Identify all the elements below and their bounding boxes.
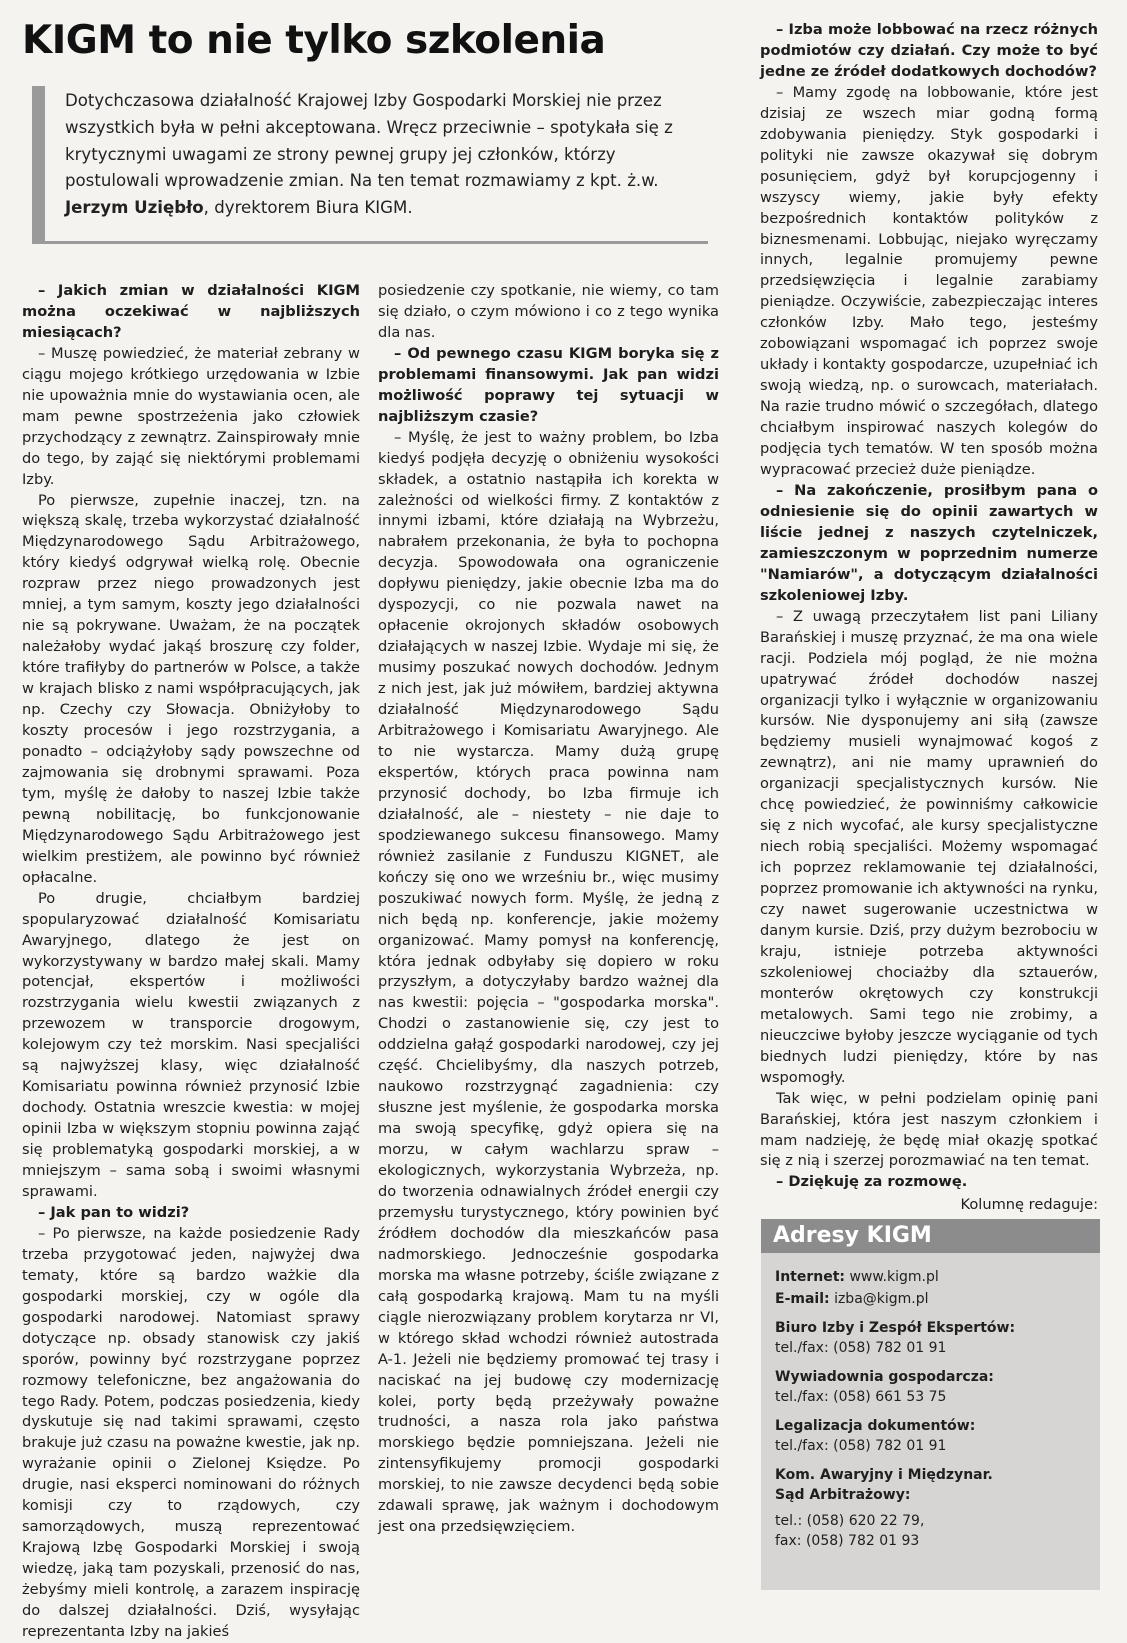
interview-answer: – Myślę, że jest to ważny problem, bo Izba kiedyś podjęła decyzję o obniżeniu wysokości składek, a ostatnio nastąpiła ich korekta w zależności od wielkości firmy. Z kontaktów z innymi izbami, które działają na Wybrzeżu, nabrałem przekonania, że była to pochopna decyzja. Spowodowała ona ograniczenie dopływu pieniędzy, jakie obecnie Izba ma do dyspozycji, co nie pozwala nawet na opłacenie okrojonych składów osobowych działających w naszej Izbie. Wydaje mi się, że musimy poszukać nowych dochodów. Jednym z nich jest, jak już mówiłem, bardziej aktywna działalność Międzynarodowego Sądu Arbitrażowego i Komisariatu Awaryjnego. Ale to nie wystarcza. Mamy dużą grupę ekspertów, których praca powinna nam przynosić dochody, bo Izba firmuje ich działalność, ale – niestety – nie daje to spodziewanego sukcesu finansowego. Mamy również zasilanie z Funduszu KIGNET, ale kończy się ono we wrześniu br., więc musimy poszukiwać nowych form. Myślę, że jedną z nich będą np. konferencje, jakie możemy organizować. Mamy pomysł na konferencję, która jednak odbyłaby się dopiero w roku przyszłym, a dotyczyłaby bardzo ważnej dla nas kwestii: pojęcia – "gospodarka morska". Chodzi o zastanowienie się, czy jest to oddzielna gałąź gospodarki narodowej, czy jej część. Chcielibyśmy, dla naszych potrzeb, naukowo rozstrzygnąć zagadnienia: czy słuszne jest myślenie, że gospodarka morska ma swoją specyfikę, gdyż opiera się na morzu, w całym wachlarzu spraw – ekologicznych, wykorzystania Wybrzeża, np. do tworzenia odnawialnych źródeł energii czy przemysłu turystycznego, który powinien być źródłem dochodów dla mieszkańców pasa nadmorskiego. Jednocześnie gospodarka morska ma własne potrzeby, ściśle związane z całą gospodarką krajową. Mam tu na myśli ciągle nierozwiązany problem korytarza nr VI, w którego skład wchodzi również autostrada A-1. Jeżeli nie będziemy promować tej trasy i naciskać na jej budowę czy modernizację kolei, porty będą przeżywały poważne trudności, a nasza rola jako państwa morskiego będzie pomniejszana. Jeżeli nie zintensyfikujemy promocji gospodarki morskiej, to nie zawsze decydenci będą sobie zdawali sprawę, jak ważnym i dochodowym jest ona przedsięwzięciem. [378,428,719,1536]
interview-answer: Po drugie, chciałbym bardziej spopularyzować działalność Komisariatu Awaryjnego, dlatego że jest on wykorzystywany w bardzo małej skali. Mamy potencjał, ekspertów i możliwości rozstrzygania wielu kwestii związanych z przewozem w transporcie drogowym, kolejowym czy też morskim. Nasi specjaliści są najwyższej klasy, więc działalność Komisariatu powinna również przynosić Izbie dochody. Ostatnia wreszcie kwestia: w mojej opinii Izba w większym stopniu powinna zająć się problematyką gospodarki morskiej, a w mniejszym – sama sobą i swoimi własnymi sprawami. [22,889,360,1200]
interview-question: – Od pewnego czasu KIGM boryka się z problemami finansowymi. Jak pan widzi możliwość poprawy tej sytuacji w najbliższym czasie? [378,344,719,425]
column-3-body [760,20,1098,1193]
interview-answer: – Z uwagą przeczytałem list pani Liliany Barańskiej i muszę przyznać, że ma ona wiele racji. Podziela mój pogląd, że nie można upatrywać źródeł dochodów naszej organizacji tylko i wyłącznie w organizowaniu kursów. Nie dysponujemy ani siłą (zawsze będziemy musieli wynajmować kogoś z zewnątrz), ani nie mamy uprawnień do organizacji specjalistycznych kursów. Nie chcę powiedzieć, że powinniśmy całkowicie się z nich wycofać, ale kursy specjalistyczne niech robią specjaliści. Możemy wspomagać ich poprzez reklamowanie tej działalności, poprzez promowanie ich aktywności na rynku, czy nawet sugerowanie uczestnictwa w danym kursie. Dziś, przy dużym bezrobociu w kraju, istnieje potrzeba aktywności szkoleniowej chociażby dla sztauerów, monterów okrętowych czy konstrukcji metalowych. Sami tego nie zrobimy, a nieuczciwe byłoby jeszcze wyciąganie od tych biednych ludzi pieniędzy, które by nas wspomogły. [760,607,1098,1086]
interview-answer: – Mamy zgodę na lobbowanie, które jest dzisiaj ze wszech miar godną formą zdobywania pieniędzy. Styk gospodarki i polityki nie zawsze okazywał się dobrym posunięciem, gdyż był korupcjogenny i wszyscy wiemy, jakie były efekty bezpośrednich kontaktów polityków z biznesmenami. Lobbując, niejako wyręczamy innych, legalnie promujemy pewne przedsięwzięcia i legalnie zarabiamy pieniądze. Oczywiście, zabezpieczając interes członków Izby. Mało tego, jesteśmy zobowiązani wspomagać ich poprzez swoje układy i kontakty gospodarcze, uzupełniać ich swoją wiedzą, np. o surowcach, materiałach. Na razie trudno mówić o szczegółach, dlatego chciałbym inspirować naszych kolegów do podjęcia tych tematów. W ten sposób można wypracować przecież duże pieniądze. [760,83,1098,479]
page-title: KIGM to nie tylko szkolenia [22,18,606,63]
interview-question: – Izba może lobbować na rzecz różnych podmiotów czy działań. Czy może to być jedne ze źródeł dodatkowych dochodów? [760,21,1098,80]
lead-tail: , dyrektorem Biura KIGM. [203,198,413,218]
interview-answer: – Po pierwsze, na każde posiedzenie Rady trzeba przygotować jeden, najwyżej dwa tematy, które są bardzo ważkie dla gospodarki morskiej, czy w ogóle dla gospodarki narodowej. Natomiast sprawy dotyczące np. obsady stanowisk czy jakiś sporów, powinny być rozstrzygane poprzez rozmowy telefoniczne, bez angażowania do tego Rady. Potem, podczas posiedzenia, kiedy dyskutuje się nad takimi sprawami, często brakuje już czasu na poważne kwestie, jak np. wyrażanie opinii o Zielonej Księdze. Po drugie, nasi eksperci nominowani do różnych komisji czy to rządowych, czy samorządowych, muszą reprezentować Krajową Izbę Gospodarki Morskiej i swoją wiedzę, jaką tam pozyskali, przenosić do nas, żebyśmy mieli kontrolę, a zarazem inspirację do dalszej działalności. Dziś, wysyłając reprezentanta Izby na jakieś [22,1224,360,1640]
legalization-label: Legalizacja dokumentów: [775,1418,976,1434]
article-column-2 [378,281,719,1593]
email-label: E-mail: [775,1291,830,1307]
arbitration-tel: tel.: (058) 620 22 79, [775,1513,925,1529]
website-link[interactable]: www.kigm.pl [849,1269,939,1285]
arbitration-fax: fax: (058) 782 01 93 [775,1533,920,1549]
lead-paragraph [32,86,708,244]
interview-answer: Tak więc, w pełni podzielam opinię pani Barańskiej, która jest naszym członkiem i mam nadzieję, że będę miał okazję spotkać się z nią i szerzej porozmawiać na ten temat. [760,1089,1098,1170]
interview-question: – Jak pan to widzi? [38,1203,190,1221]
office-phone: tel./fax: (058) 782 01 91 [775,1340,947,1356]
office-label: Biuro Izby i Zespół Ekspertów: [775,1320,1016,1336]
arbitration-label-1: Kom. Awaryjny i Międzynar. [775,1467,993,1483]
address-box-title: Adresy KIGM [761,1219,1100,1253]
credit-bureau-label: Wywiadownia gospodarcza: [775,1369,994,1385]
interview-question: – Na zakończenie, prosiłbym pana o odniesienie się do opinii zawartych w liście jednej z naszych czytelniczek, zamieszczonym w poprzednim numerze "Namiarów", a dotyczącym działalności szkoleniowej Izby. [760,481,1098,604]
internet-label: Internet: [775,1269,846,1285]
legalization-phone: tel./fax: (058) 782 01 91 [775,1438,947,1454]
email-link[interactable]: izba@kigm.pl [834,1291,929,1307]
lead-text: Dotychczasowa działalność Krajowej Izby Gospodarki Morskiej nie przez wszystkich była w pełni akceptowana. Wręcz przeciwnie – spotykała się z krytycznymi uwagami ze strony pewnej grupy jej członków, którzy postulowali wprowadzenie zmian. Na ten temat rozmawiamy z kpt. ż.w. [65,91,673,191]
address-box [761,1219,1100,1590]
interview-question: – Jakich zmian w działalności KIGM można oczekiwać w najbliższych miesiącach? [22,282,360,341]
article-column-3 [760,20,1098,1214]
interview-answer: – Muszę powiedzieć, że materiał zebrany w ciągu mojego krótkiego urzędowania w Izbie nie upoważnia mnie do wystawiania ocen, ale mam pewne spostrzeżenia jako człowiek przychodzący z zewnątrz. Zainspirowały mnie do tego, by zająć się niektórymi problemami Izby. [22,344,360,488]
credit-label: Kolumnę redaguje: [960,1196,1098,1214]
credit-bureau-phone: tel./fax: (058) 661 53 75 [775,1389,947,1405]
arbitration-label-2: Sąd Arbitrażowy: [775,1487,911,1503]
interviewee-name: Jerzym Uziębło [65,198,204,218]
article-column-1 [22,281,360,1640]
interview-question: – Dziękuję za rozmowę. [776,1173,968,1191]
interview-answer: posiedzenie czy spotkanie, nie wiemy, co tam się działo, o czym mówiono i co z tego wynika dla nas. [378,282,719,341]
interview-answer: Po pierwsze, zupełnie inaczej, tzn. na większą skalę, trzeba wykorzystać działalność Międzynarodowego Sądu Arbitrażowego, który kiedyś odgrywał wielką rolę. Obecnie rozpraw przez niego prowadzonych jest mniej, a tym samym, koszty jego działalności nie są pokrywane. Uważam, że na początek należałoby wydać jakąś broszurę czy folder, które trafiłyby do partnerów w Polsce, a także w krajach blisko z nami współpracujących, jak np. Czechy czy Słowacja. Obniżyłoby to koszty procesów i jego rozstrzygania, a ponadto – odciążyłoby sądy powszechne od zajmowania się drobnymi sprawami. Poza tym, myślę że dałoby to naszej Izbie także pewną nobilitację, bo funkcjonowanie Międzynarodowego Sądu Arbitrażowego jest wielkim prestiżem, ale powinno być również opłacalne. [22,491,360,886]
